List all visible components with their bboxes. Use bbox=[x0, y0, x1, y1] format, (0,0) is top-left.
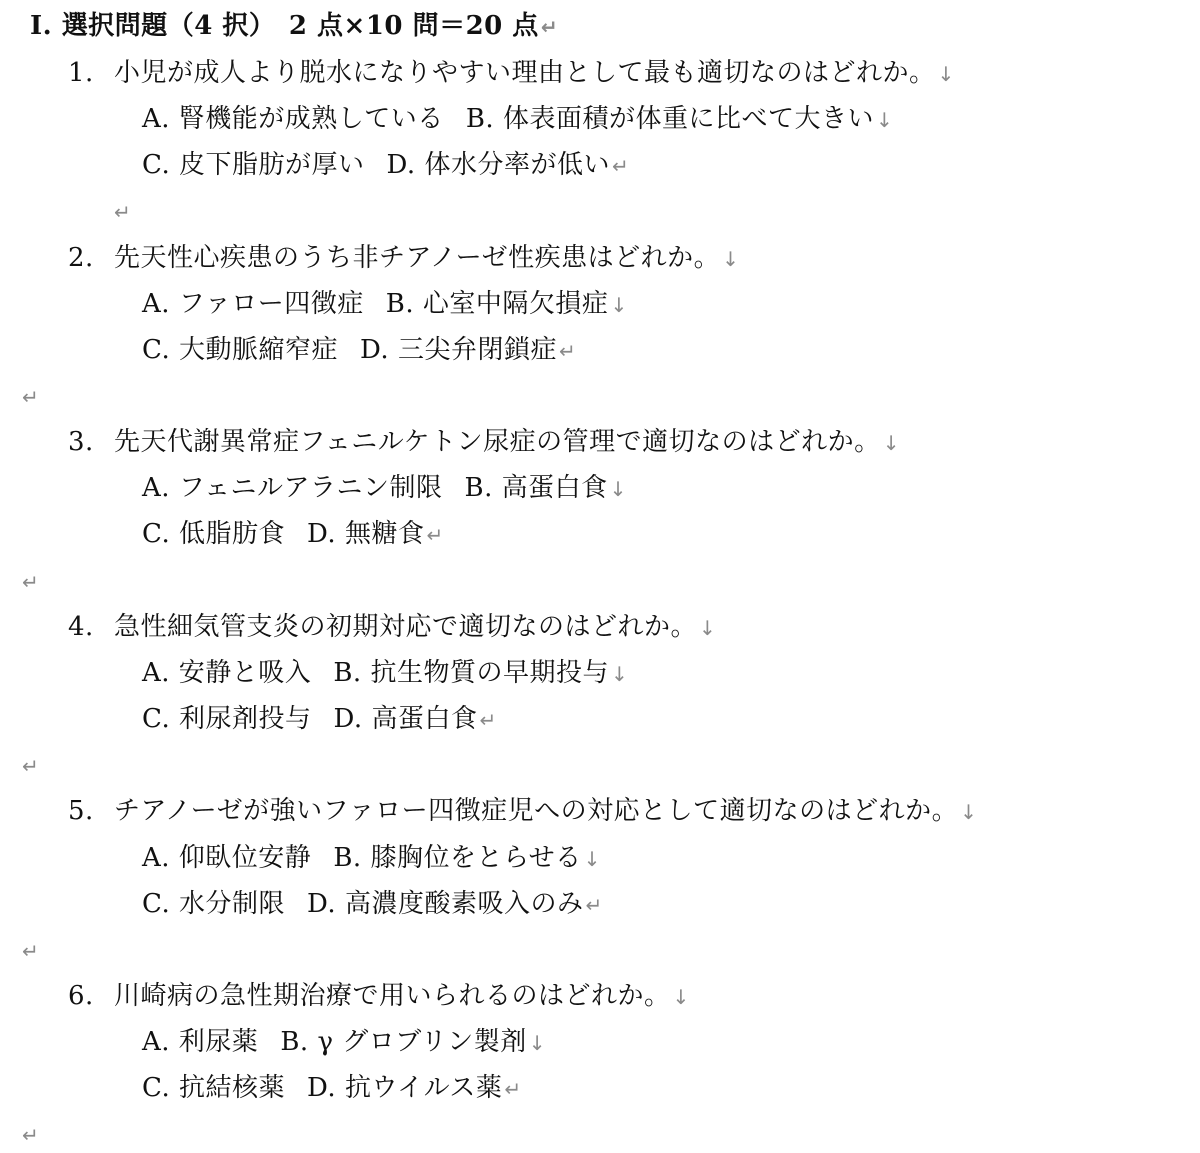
line-break-mark: ↓ bbox=[960, 800, 978, 824]
section-heading-text: Ⅰ. 選択問題（4 択） 2 点×10 問＝20 点 bbox=[30, 11, 539, 41]
option-b: B. 膝胸位をとらせる bbox=[333, 843, 582, 873]
question-6-options-row-2 bbox=[142, 1070, 522, 1107]
option-c: C. 皮下脂肪が厚い bbox=[142, 150, 365, 180]
paragraph-mark: ↵ bbox=[611, 154, 630, 178]
question-2 bbox=[68, 240, 739, 277]
question-5-options-row-1 bbox=[142, 840, 601, 877]
line-break-mark: ↓ bbox=[583, 847, 601, 871]
line-break-mark: ↓ bbox=[699, 616, 717, 640]
paragraph-mark: ↵ bbox=[504, 1077, 522, 1101]
question-text: 先天代謝異常症フェニルケトン尿症の管理で適切なのはどれか。 bbox=[114, 427, 881, 457]
question-6 bbox=[68, 978, 690, 1015]
question-text: チアノーゼが強いファロー四徴症児への対応として適切なのはどれか。 bbox=[114, 796, 959, 826]
paragraph-mark: ↵ bbox=[114, 200, 132, 224]
section-heading bbox=[30, 8, 558, 45]
line-break-mark: ↓ bbox=[875, 108, 894, 132]
question-text: 急性細気管支炎の初期対応で適切なのはどれか。 bbox=[114, 612, 698, 642]
line-break-mark: ↓ bbox=[528, 1031, 546, 1055]
option-d: D. 三尖弁閉鎖症 bbox=[360, 335, 557, 365]
option-a: A. ファロー四徴症 bbox=[142, 289, 364, 319]
question-number: 2. bbox=[68, 243, 94, 273]
question-3-options-row-2 bbox=[142, 516, 444, 553]
option-a: A. 安静と吸入 bbox=[142, 658, 312, 688]
option-b: B. 心室中隔欠損症 bbox=[385, 289, 609, 319]
option-c: C. 大動脈縮窄症 bbox=[142, 335, 338, 365]
question-4-options-row-2 bbox=[142, 701, 497, 738]
empty-paragraph bbox=[20, 378, 39, 415]
line-break-mark: ↓ bbox=[937, 62, 955, 86]
empty-paragraph bbox=[20, 563, 39, 600]
question-text: 小児が成人より脱水になりやすい理由として最も適切なのはどれか。 bbox=[114, 58, 936, 88]
empty-paragraph bbox=[20, 747, 39, 784]
paragraph-mark: ↵ bbox=[22, 385, 40, 409]
question-number: 5. bbox=[68, 796, 94, 826]
option-c: C. 利尿剤投与 bbox=[142, 704, 312, 734]
line-break-mark: ↓ bbox=[610, 293, 628, 317]
question-1 bbox=[68, 55, 955, 92]
option-a: A. 腎機能が成熟している bbox=[142, 104, 444, 134]
option-d: D. 体水分率が低い bbox=[386, 150, 610, 180]
option-a: A. フェニルアラニン制限 bbox=[142, 473, 443, 503]
paragraph-mark: ↵ bbox=[558, 339, 577, 363]
paragraph-mark: ↵ bbox=[540, 15, 559, 39]
option-d: D. 高蛋白食 bbox=[333, 704, 478, 734]
question-number: 6. bbox=[68, 981, 94, 1011]
option-b: B. 高蛋白食 bbox=[464, 473, 608, 503]
option-d: D. 無糖食 bbox=[307, 519, 425, 549]
question-1-options-row-1 bbox=[142, 101, 893, 138]
paragraph-mark: ↵ bbox=[426, 523, 444, 547]
paragraph-mark: ↵ bbox=[479, 708, 497, 732]
option-a: A. 利尿薬 bbox=[142, 1027, 259, 1057]
line-break-mark: ↓ bbox=[722, 247, 740, 271]
question-3-options-row-1 bbox=[142, 470, 627, 507]
paragraph-mark: ↵ bbox=[22, 570, 40, 594]
question-number: 3. bbox=[68, 427, 94, 457]
question-5-options-row-2 bbox=[142, 886, 603, 923]
option-c: C. 低脂肪食 bbox=[142, 519, 285, 549]
question-text: 先天性心疾患のうち非チアノーゼ性疾患はどれか。 bbox=[114, 243, 721, 273]
paragraph-mark: ↵ bbox=[22, 1123, 40, 1147]
option-b: B. 体表面積が体重に比べて大きい bbox=[465, 104, 874, 134]
question-6-options-row-1 bbox=[142, 1024, 546, 1061]
line-break-mark: ↓ bbox=[609, 477, 627, 501]
question-number: 4. bbox=[68, 612, 94, 642]
question-3 bbox=[68, 424, 900, 461]
line-break-mark: ↓ bbox=[672, 985, 690, 1009]
paragraph-mark: ↵ bbox=[22, 754, 40, 778]
paragraph-mark: ↵ bbox=[585, 893, 603, 917]
paragraph-mark: ↵ bbox=[22, 939, 40, 963]
option-c: C. 抗結核薬 bbox=[142, 1073, 285, 1103]
empty-paragraph bbox=[20, 1116, 39, 1153]
option-a: A. 仰臥位安静 bbox=[142, 843, 312, 873]
question-5 bbox=[68, 793, 977, 830]
option-b: B. 抗生物質の早期投与 bbox=[333, 658, 609, 688]
option-b: B. γ グロブリン製剤 bbox=[280, 1027, 527, 1057]
line-break-mark: ↓ bbox=[610, 662, 629, 686]
question-2-options-row-1 bbox=[142, 286, 628, 323]
option-d: D. 抗ウイルス薬 bbox=[307, 1073, 503, 1103]
empty-paragraph bbox=[20, 932, 39, 969]
question-4 bbox=[68, 609, 716, 646]
question-number: 1. bbox=[68, 58, 94, 88]
question-4-options-row-1 bbox=[142, 655, 628, 692]
question-2-options-row-2 bbox=[142, 332, 576, 369]
option-c: C. 水分制限 bbox=[142, 889, 285, 919]
line-break-mark: ↓ bbox=[882, 431, 900, 455]
option-d: D. 高濃度酸素吸入のみ bbox=[307, 889, 584, 919]
question-1-options-row-2 bbox=[142, 147, 629, 184]
empty-paragraph bbox=[112, 193, 131, 230]
question-text: 川崎病の急性期治療で用いられるのはどれか。 bbox=[114, 981, 671, 1011]
